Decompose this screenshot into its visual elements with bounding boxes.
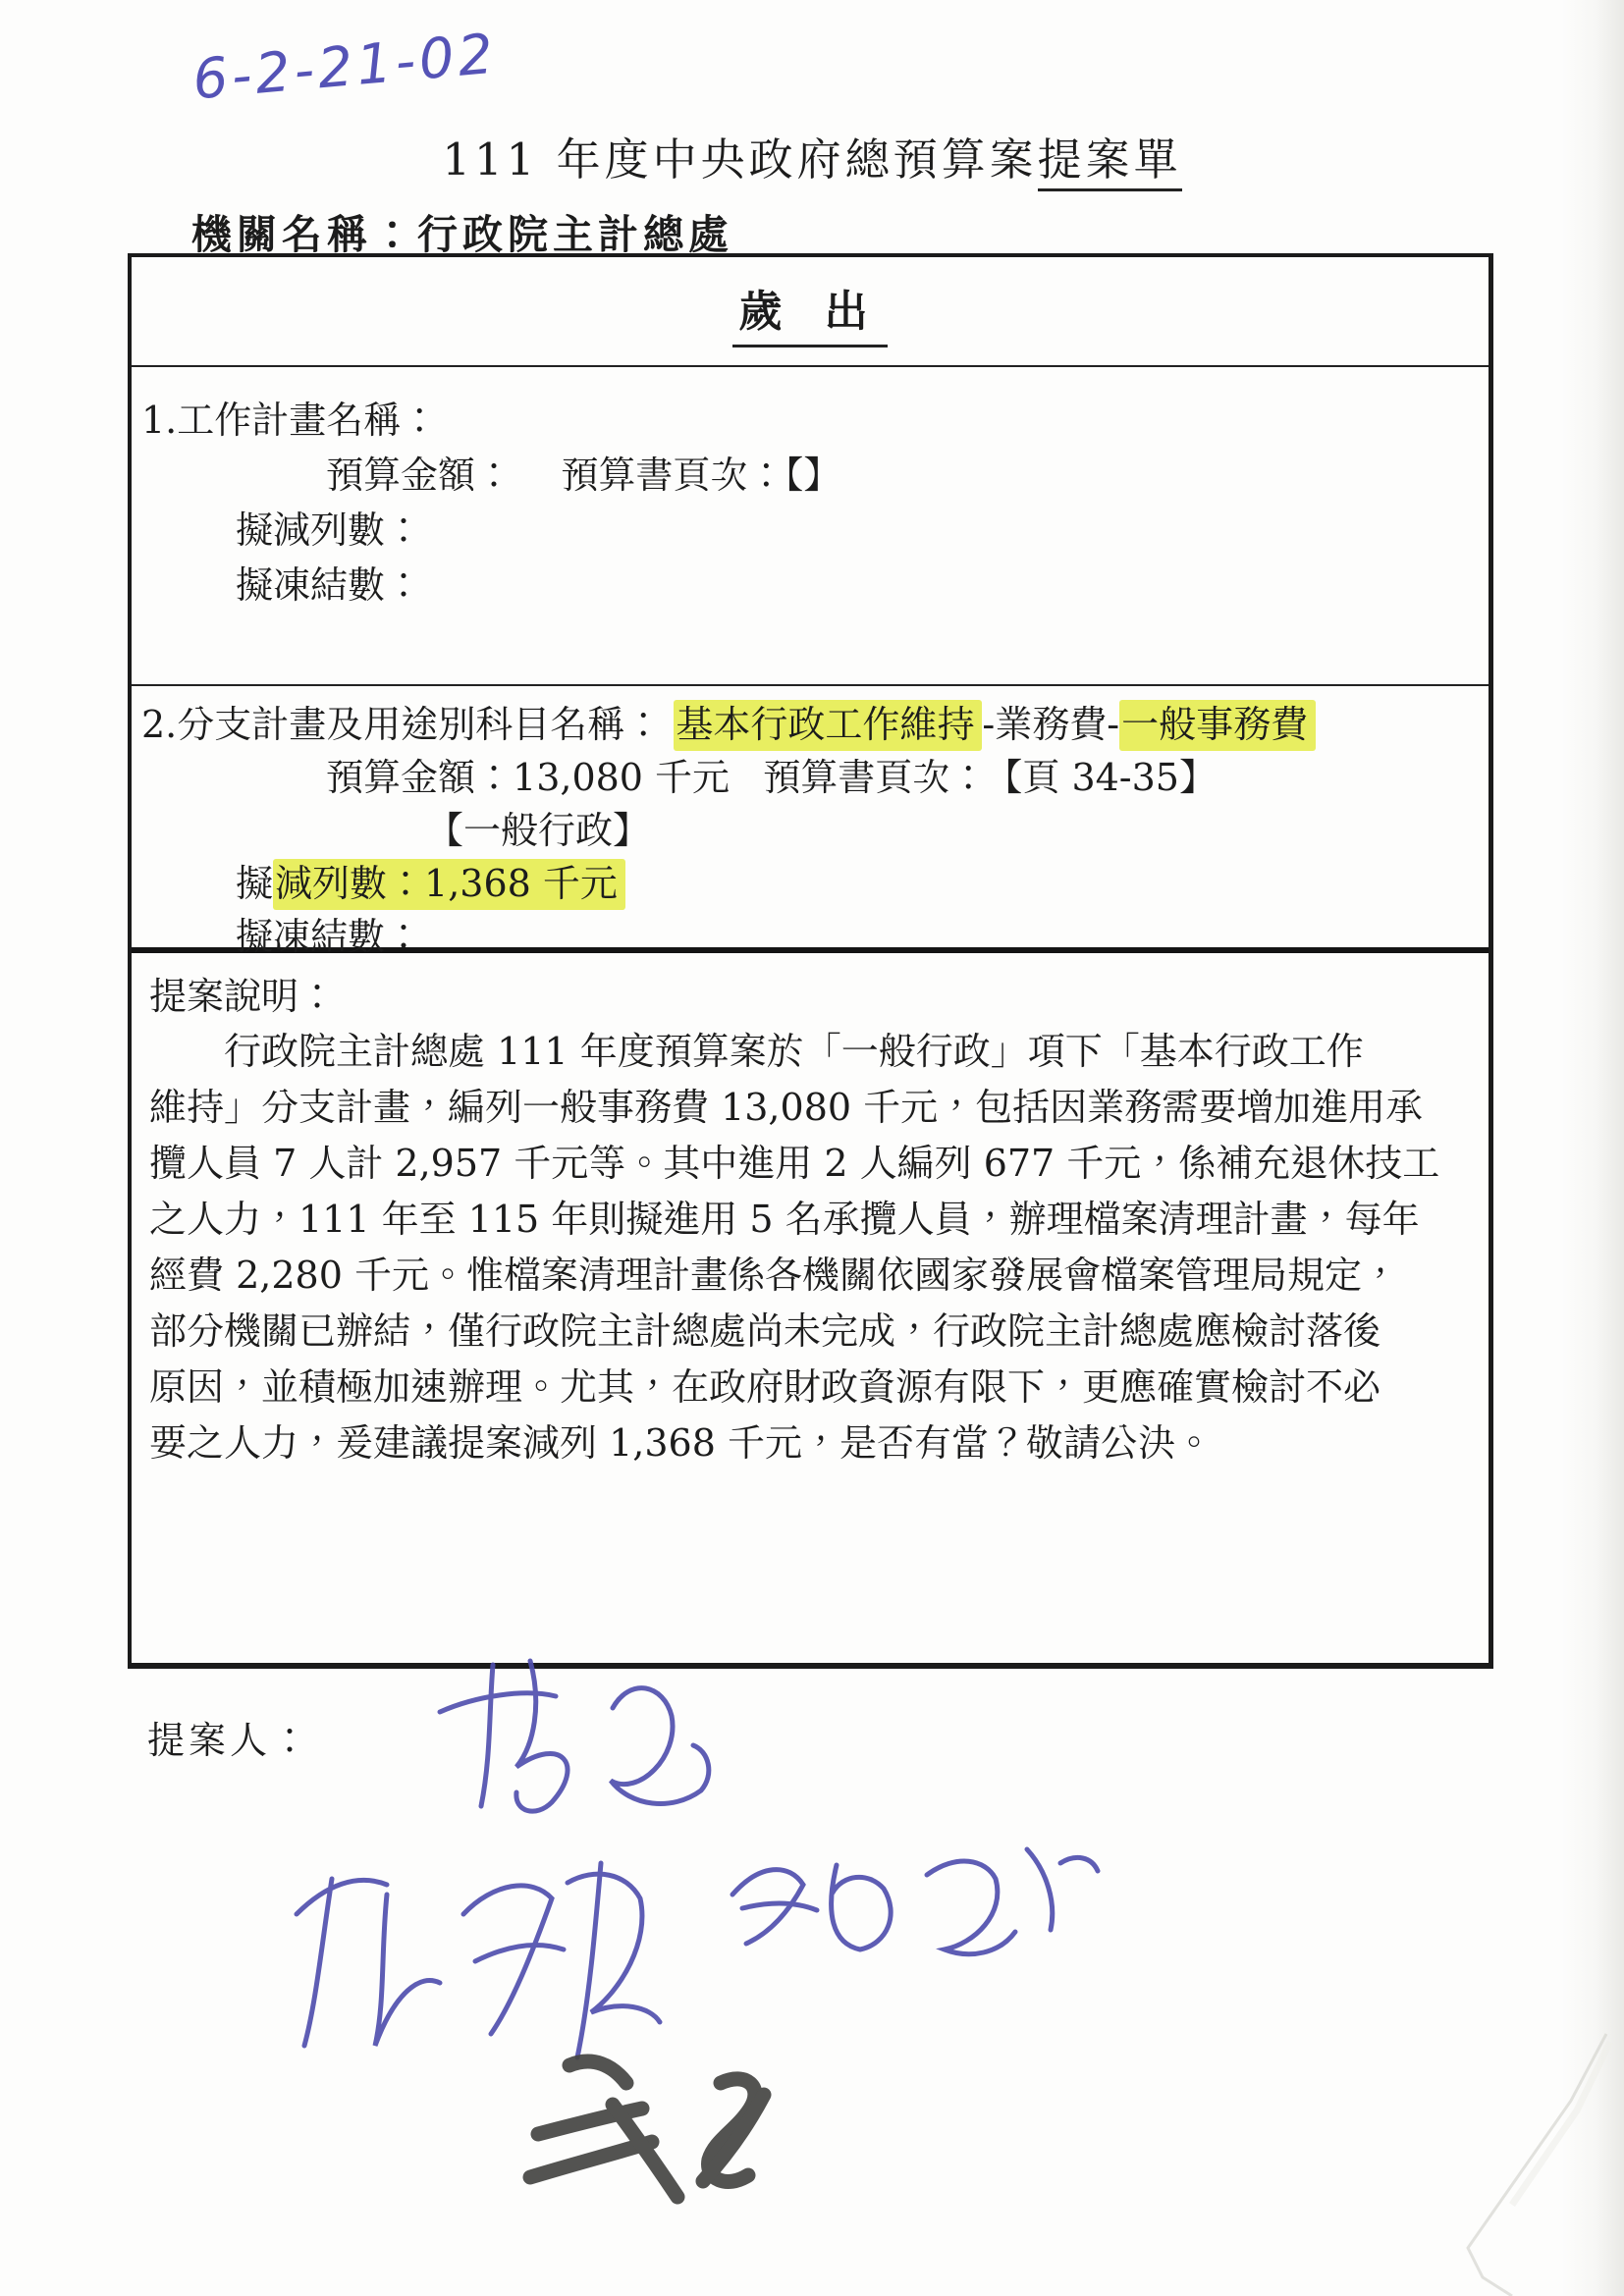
section2-category-line: 【一般行政】	[426, 809, 651, 852]
section2-subject-label: 2.分支計畫及用途別科目名稱：	[141, 703, 663, 746]
section2-sub-plan	[132, 686, 1489, 958]
section2-subject-mid: -業務費-	[982, 703, 1120, 746]
table-header-row	[132, 257, 1489, 367]
section2-subject-line	[141, 698, 1489, 751]
section2-reduce-prefix: 擬	[236, 862, 274, 905]
section2-budget-line	[326, 751, 1489, 804]
document-title-main: 111 年度中央政府總預算案	[442, 133, 1038, 186]
section1-reduce-line: 擬減列數：	[236, 508, 423, 552]
explanation-line: 經費 2,280 千元。惟檔案清理計畫係各機關依國家發展會檔案管理局規定，	[149, 1254, 1399, 1297]
section2-reduce-highlight: 減列數：1,368 千元	[273, 859, 625, 910]
section1-budget-line	[326, 448, 1489, 503]
marker-note-handwriting	[518, 2044, 833, 2230]
explanation-line: 維持」分支計畫，編列一般事務費 13,080 千元，包括因業務需要增加進用承	[149, 1086, 1424, 1129]
explanation-paragraph	[149, 1024, 1471, 1471]
expenditure-header: 歲 出	[732, 276, 887, 347]
explanation-line: 部分機關已辦結，僅行政院主計總處尚未完成，行政院主計總處應檢討落後	[149, 1309, 1381, 1353]
section2-freeze-line: 擬凍結數：	[236, 915, 423, 958]
section2-subject-highlight-1: 基本行政工作維持	[674, 700, 982, 751]
section1-page-value: 【】	[785, 454, 841, 497]
explanation-line: 要之人力，爰建議提案減列 1,368 千元，是否有當？敬請公決。	[149, 1421, 1213, 1465]
scan-edge-artifact	[1561, 0, 1624, 2296]
explanation-line: 原因，並積極加速辦理。尤其，在政府財政資源有限下，更應確實檢討不必	[149, 1365, 1381, 1409]
explanation-section	[132, 953, 1489, 1663]
handwritten-case-number: 6-2-21-02	[189, 22, 500, 113]
explanation-line: 之人力，111 年至 115 年則擬進用 5 名承攬人員，辦理檔案清理計畫，每年	[149, 1198, 1420, 1241]
document-title	[0, 124, 1624, 187]
section2-page-label: 預算書頁次：	[763, 756, 988, 799]
section2-page-value: 【頁 34-35】	[1003, 756, 1217, 799]
section1-page-label: 預算書頁次：	[561, 454, 785, 497]
explanation-line: 行政院主計總處 111 年度預算案於「一般行政」項下「基本行政工作	[224, 1030, 1364, 1073]
section2-subject-highlight-2: 一般事務費	[1119, 700, 1316, 751]
section1-budget-label: 預算金額：	[326, 454, 514, 497]
section2-budget-label: 預算金額：	[326, 756, 514, 799]
section1-plan-name-line: 1.工作計畫名稱：	[141, 399, 439, 442]
paper-crease-artifact	[1414, 1973, 1624, 2296]
section1-work-plan	[132, 367, 1489, 686]
section2-budget-value: 13,080 千元	[513, 756, 731, 799]
proposal-form-table	[128, 253, 1493, 1669]
explanation-line: 攬人員 7 人計 2,957 千元等。其中進用 2 人編列 677 千元，係補充退休技工	[149, 1142, 1440, 1185]
explanation-label: 提案說明：	[149, 975, 337, 1018]
proposer-signatures-handwriting	[236, 1618, 1139, 2089]
agency-name-line: 機關名稱：行政院主計總處	[191, 211, 733, 258]
section2-reduce-line	[236, 857, 1489, 910]
document-title-underlined: 提案單	[1038, 133, 1182, 191]
section1-freeze-line: 擬凍結數：	[236, 563, 423, 607]
proposer-label: 提案人：	[147, 1719, 313, 1762]
